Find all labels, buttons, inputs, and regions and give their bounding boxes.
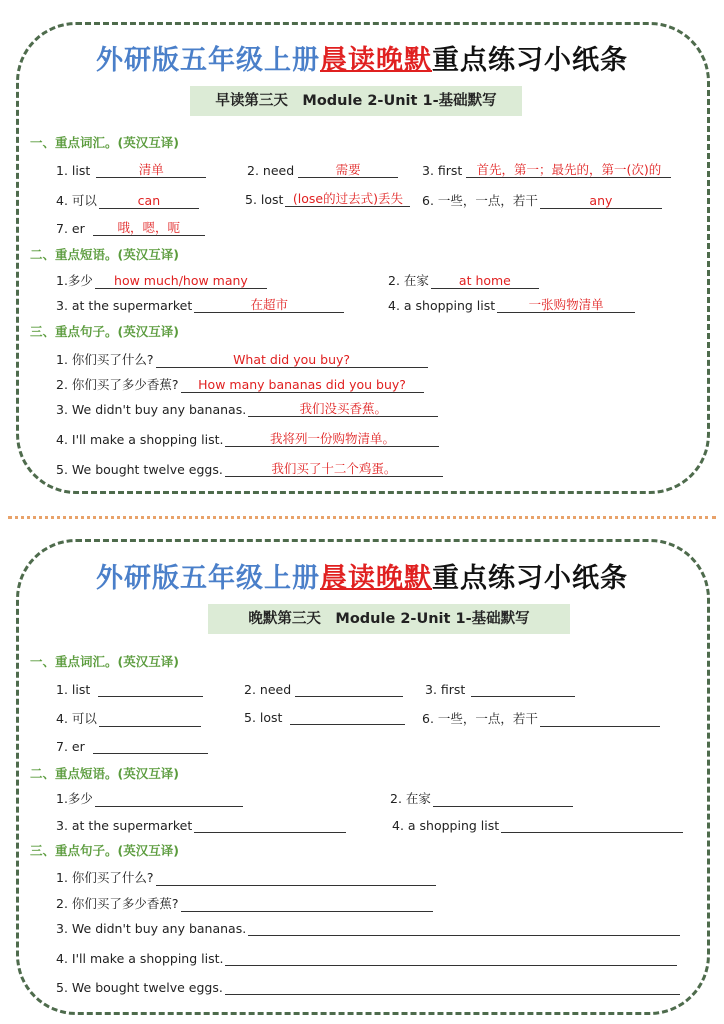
answer-blank[interactable] [295, 681, 403, 697]
vocab-item: 2. need 需要 [247, 162, 398, 178]
answer-blank[interactable]: can [99, 193, 199, 209]
evening-subtitle: 晚默第三天 Module 2-Unit 1-基础默写 [208, 604, 570, 634]
answer-blank[interactable] [95, 791, 243, 807]
sentence-item: 2. 你们买了多少香蕉? How many bananas did you buy? [56, 375, 424, 393]
phrase-item: 4. a shopping list [392, 817, 683, 833]
sentence-item: 2. 你们买了多少香蕉? [56, 894, 433, 912]
answer-blank[interactable]: 我们买了十二个鸡蛋。 [225, 461, 443, 477]
answer-blank[interactable]: 清单 [96, 162, 206, 178]
answer-blank[interactable]: 在超市 [194, 297, 344, 313]
answer-blank[interactable] [433, 791, 573, 807]
phrase-item: 1.多少 how much/how many [56, 271, 267, 289]
vocab-item: 6. 一些，一点，若干 any [422, 191, 662, 209]
vocab-item: 2. need [244, 681, 403, 697]
answer-blank[interactable] [225, 979, 680, 995]
answer-blank[interactable]: 哦，嗯，呃 [93, 220, 205, 236]
answer-blank[interactable] [290, 709, 405, 725]
cut-line-divider [8, 516, 716, 519]
answer-blank[interactable] [501, 817, 683, 833]
sentence-item: 5. We bought twelve eggs. [56, 979, 680, 995]
vocab-item: 6. 一些，一点，若干 [422, 709, 660, 727]
vocab-item: 5. lost [244, 709, 405, 725]
answer-blank[interactable] [248, 920, 680, 936]
phrase-item: 1.多少 [56, 789, 243, 807]
answer-blank[interactable] [98, 681, 203, 697]
section-vocab-heading: 一、重点词汇。(英汉互译) [30, 135, 179, 150]
section-sentence-heading: 三、重点句子。(英汉互译) [30, 843, 179, 858]
sentence-item: 4. I'll make a shopping list. 我将列一份购物清单。 [56, 431, 439, 447]
phrase-item: 2. 在家 at home [388, 271, 539, 289]
section-phrase-heading: 二、重点短语。(英汉互译) [30, 766, 179, 781]
answer-blank[interactable]: 我将列一份购物清单。 [225, 431, 439, 447]
phrase-item: 4. a shopping list 一张购物清单 [388, 297, 635, 313]
answer-blank[interactable]: 我们没买香蕉。 [248, 401, 438, 417]
section-sentence-heading: 三、重点句子。(英汉互译) [30, 324, 179, 339]
sentence-item: 3. We didn't buy any bananas. [56, 920, 680, 936]
sentence-item: 1. 你们买了什么? What did you buy? [56, 350, 428, 368]
answer-blank[interactable] [181, 896, 433, 912]
phrase-item: 3. at the supermarket 在超市 [56, 297, 344, 313]
answer-blank[interactable]: at home [431, 273, 539, 289]
sentence-item: 3. We didn't buy any bananas. 我们没买香蕉。 [56, 401, 438, 417]
answer-blank[interactable]: 首先，第一；最先的，第一(次)的 [466, 162, 671, 178]
answer-blank[interactable] [540, 711, 660, 727]
answer-blank[interactable]: 一张购物清单 [497, 297, 635, 313]
sentence-item: 5. We bought twelve eggs. 我们买了十二个鸡蛋。 [56, 461, 443, 477]
vocab-item: 7. er 哦，嗯，呃 [56, 220, 205, 236]
vocab-item: 1. list [56, 681, 203, 697]
vocab-item: 7. er [56, 738, 208, 754]
answer-blank[interactable] [93, 738, 208, 754]
answer-blank[interactable]: What did you buy? [156, 352, 428, 368]
answer-blank[interactable]: how much/how many [95, 273, 267, 289]
section-vocab-heading: 一、重点词汇。(英汉互译) [30, 654, 179, 669]
answer-blank[interactable] [225, 950, 677, 966]
phrase-item: 2. 在家 [390, 789, 573, 807]
sentence-item: 1. 你们买了什么? [56, 868, 436, 886]
answer-blank[interactable] [471, 681, 575, 697]
section-phrase-heading: 二、重点短语。(英汉互译) [30, 247, 179, 262]
answer-blank[interactable] [156, 870, 436, 886]
vocab-item: 1. list 清单 [56, 162, 206, 178]
answer-blank[interactable] [194, 817, 346, 833]
answer-blank[interactable]: any [540, 193, 662, 209]
vocab-item: 3. first 首先，第一；最先的，第一(次)的 [422, 162, 671, 178]
answer-blank[interactable]: (lose的过去式)丢失 [285, 191, 410, 207]
vocab-item: 5. lost (lose的过去式)丢失 [245, 191, 410, 207]
answer-blank[interactable] [99, 711, 201, 727]
answer-blank[interactable]: How many bananas did you buy? [181, 377, 424, 393]
vocab-item: 4. 可以 [56, 709, 201, 727]
answer-blank[interactable]: 需要 [298, 162, 398, 178]
sentence-item: 4. I'll make a shopping list. [56, 950, 677, 966]
morning-subtitle: 早读第三天 Module 2-Unit 1-基础默写 [190, 86, 522, 116]
vocab-item: 4. 可以 can [56, 191, 199, 209]
phrase-item: 3. at the supermarket [56, 817, 346, 833]
page-title: 外研版五年级上册晨读晚默重点练习小纸条 [96, 45, 628, 76]
page-title: 外研版五年级上册晨读晚默重点练习小纸条 [96, 563, 628, 594]
vocab-item: 3. first [425, 681, 575, 697]
